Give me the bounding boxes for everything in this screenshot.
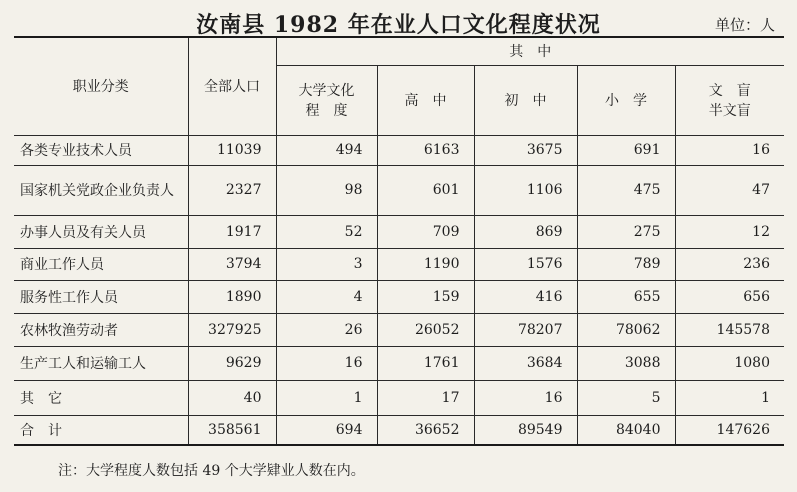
- cell-junior: 1576: [474, 248, 577, 280]
- cell-junior: 78207: [474, 313, 577, 346]
- row-label: 国家机关党政企业负责人: [14, 165, 188, 215]
- cell-primary: 655: [577, 280, 675, 313]
- cell-high: 1761: [377, 346, 474, 380]
- table-row: [14, 280, 784, 313]
- cell-total: 358561: [188, 415, 276, 445]
- cell-college: 26: [276, 313, 377, 346]
- table-row: [14, 165, 784, 215]
- cell-illiterate: 236: [675, 248, 784, 280]
- cell-college: 16: [276, 346, 377, 380]
- cell-junior: 869: [474, 215, 577, 248]
- table-row: [14, 380, 784, 415]
- cell-primary: 78062: [577, 313, 675, 346]
- cell-total: 11039: [188, 135, 276, 165]
- cell-primary: 5: [577, 380, 675, 415]
- cell-total: 3794: [188, 248, 276, 280]
- cell-illiterate: 12: [675, 215, 784, 248]
- cell-high: 1190: [377, 248, 474, 280]
- cell-college: 494: [276, 135, 377, 165]
- cell-junior: 416: [474, 280, 577, 313]
- cell-junior: 3684: [474, 346, 577, 380]
- cell-illiterate: 16: [675, 135, 784, 165]
- cell-primary: 789: [577, 248, 675, 280]
- row-label: 合 计: [14, 415, 188, 445]
- row-label: 商业工作人员: [14, 248, 188, 280]
- row-label: 其 它: [14, 380, 188, 415]
- cell-college: 98: [276, 165, 377, 215]
- page-title: 汝南县 1982 年在业人口文化程度状况: [196, 12, 601, 38]
- cell-high: 601: [377, 165, 474, 215]
- table-row: [14, 346, 784, 380]
- row-label: 办事人员及有关人员: [14, 215, 188, 248]
- header-group: 其 中: [276, 37, 784, 65]
- cell-junior: 89549: [474, 415, 577, 445]
- cell-high: 17: [377, 380, 474, 415]
- row-label: 服务性工作人员: [14, 280, 188, 313]
- cell-college: 1: [276, 380, 377, 415]
- row-label: 各类专业技术人员: [14, 135, 188, 165]
- cell-illiterate: 1080: [675, 346, 784, 380]
- cell-primary: 275: [577, 215, 675, 248]
- header-college-line2: 程 度: [305, 103, 348, 119]
- cell-illiterate: 1: [675, 380, 784, 415]
- header-college: [276, 65, 377, 135]
- cell-junior: 3675: [474, 135, 577, 165]
- header-total: 全部人口: [188, 37, 276, 135]
- cell-college: 694: [276, 415, 377, 445]
- header-illiterate-line2: 半文盲: [708, 103, 751, 119]
- table-row: [14, 135, 784, 165]
- header-college-line1: 大学文化: [298, 83, 355, 99]
- table-row: [14, 215, 784, 248]
- cell-high: 6163: [377, 135, 474, 165]
- table-row-total: [14, 415, 784, 445]
- cell-high: 709: [377, 215, 474, 248]
- cell-high: 26052: [377, 313, 474, 346]
- cell-junior: 16: [474, 380, 577, 415]
- cell-primary: 84040: [577, 415, 675, 445]
- header-primary: 小 学: [577, 65, 675, 135]
- cell-total: 1890: [188, 280, 276, 313]
- unit-label: 单位：人: [714, 16, 775, 34]
- cell-total: 40: [188, 380, 276, 415]
- row-label: 生产工人和运输工人: [14, 346, 188, 380]
- cell-total: 9629: [188, 346, 276, 380]
- cell-primary: 475: [577, 165, 675, 215]
- header-illiterate: [675, 65, 784, 135]
- cell-total: 2327: [188, 165, 276, 215]
- cell-illiterate: 656: [675, 280, 784, 313]
- table-row: [14, 248, 784, 280]
- header-high: 高 中: [377, 65, 474, 135]
- cell-total: 1917: [188, 215, 276, 248]
- row-label: 农林牧渔劳动者: [14, 313, 188, 346]
- statistics-table: [14, 36, 784, 446]
- cell-high: 159: [377, 280, 474, 313]
- footnote: 注：大学程度人数包括 49 个大学肄业人数在内。: [58, 463, 365, 479]
- cell-college: 52: [276, 215, 377, 248]
- cell-illiterate: 145578: [675, 313, 784, 346]
- cell-college: 4: [276, 280, 377, 313]
- header-illiterate-line1: 文 盲: [708, 83, 751, 99]
- cell-illiterate: 47: [675, 165, 784, 215]
- header-junior: 初 中: [474, 65, 577, 135]
- header-category: 职业分类: [14, 37, 188, 135]
- cell-primary: 3088: [577, 346, 675, 380]
- cell-junior: 1106: [474, 165, 577, 215]
- cell-college: 3: [276, 248, 377, 280]
- table-row: [14, 313, 784, 346]
- cell-primary: 691: [577, 135, 675, 165]
- cell-high: 36652: [377, 415, 474, 445]
- cell-illiterate: 147626: [675, 415, 784, 445]
- cell-total: 327925: [188, 313, 276, 346]
